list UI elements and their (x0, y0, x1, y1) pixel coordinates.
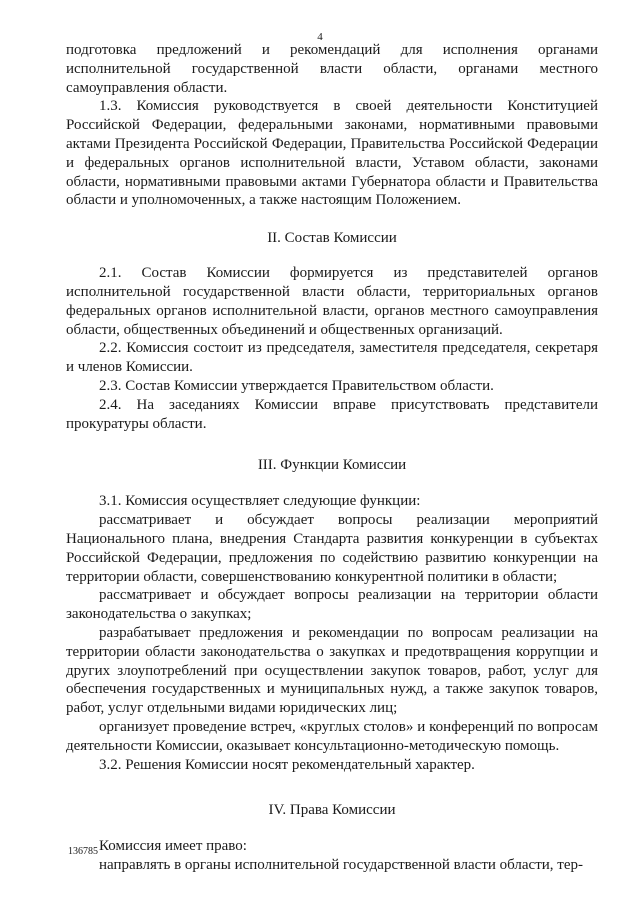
paragraph-rights-1: направлять в органы исполнительной государственной власти области, тер- (99, 857, 584, 874)
paragraph-1-3: 1.3. Комиссия руководствуется в своей деятельности Конституцией Российской Федерации, федеральными законами, нормативными правовыми актами Президента Российской Федерации, Правительства Российской Федерации и федеральных органов исполнительной власти, Уставом области, законами области, нормативными правовыми актами Губернатора области и Правительства области и уполномоченных, а также настоящим Положением. (66, 98, 598, 209)
paragraph-2-1: 2.1. Состав Комиссии формируется из представителей органов исполнительной государственной власти области, территориальных органов федеральных органов исполнительной власти, органов местного самоуправления области, общественных объединений и общественных организаций. (66, 265, 598, 338)
paragraph-3-2: 3.2. Решения Комиссии носят рекомендательный характер. (99, 756, 475, 773)
paragraph-function-1: рассматривает и обсуждает вопросы реализации мероприятий Национального плана, внедрения Стандарта развития конкуренции в субъектах Российской Федерации, предложения по содействию развитию конкуренции на территории области, совершенствованию конкурентной политики в области; (66, 512, 598, 585)
paragraph-rights-intro: Комиссия имеет право: (99, 838, 247, 855)
section-heading-composition: II. Состав Комиссии (267, 230, 397, 247)
section-heading-functions: III. Функции Комиссии (257, 457, 407, 474)
paragraph-3-1: 3.1. Комиссия осуществляет следующие функции: (99, 493, 421, 510)
section-heading-rights: IV. Права Комиссии (268, 802, 396, 819)
paragraph-2-4: 2.4. На заседаниях Комиссии вправе присутствовать представители прокуратуры области. (66, 396, 598, 432)
document-code: 136785 (68, 846, 98, 857)
paragraph-continuation: подготовка предложений и рекомендаций для исполнения органами исполнительной государственной власти области, органами местного самоуправления области. (66, 42, 598, 96)
paragraph-function-3: разрабатывает предложения и рекомендации по вопросам реализации на территории области законодательства о закупках и предотвращения коррупции и других злоупотреблений при осуществлении закупок товаров, работ, услуг для обеспечения государственных и муниципальных нужд, а также закупок товаров, работ, услуг отдельными видами юридических лиц; (66, 624, 598, 717)
paragraph-2-2: 2.2. Комиссия состоит из председателя, заместителя председателя, секретаря и членов Комиссии. (66, 340, 598, 376)
paragraph-function-4: организует проведение встреч, «круглых столов» и конференций по вопросам деятельности Комиссии, оказывает консультационно-методическую помощь. (66, 718, 598, 754)
paragraph-function-2: рассматривает и обсуждает вопросы реализации на территории области законодательства о закупках; (66, 587, 598, 623)
paragraph-2-3: 2.3. Состав Комиссии утверждается Правительством области. (99, 377, 494, 394)
page-number: 4 (317, 31, 323, 43)
document-body (66, 41, 598, 875)
